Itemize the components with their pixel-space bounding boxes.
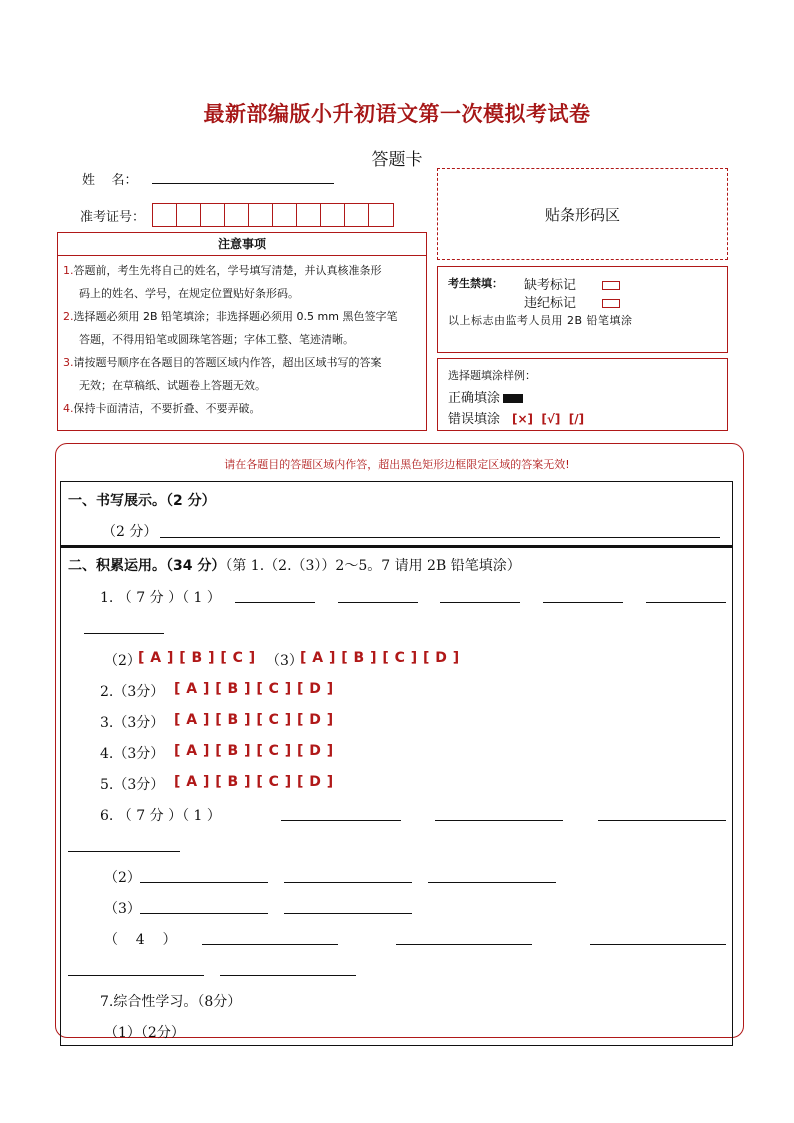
fill-sample-label: 选择题填涂样例：: [448, 369, 536, 382]
answer-line[interactable]: [543, 602, 623, 603]
section2-title: 二、积累运用。（34 分）（第 1.（2.（3））2～5。7 请用 2B 铅笔填涂）: [68, 558, 521, 574]
name-field[interactable]: [152, 183, 334, 184]
barcode-label: 贴条形码区: [544, 206, 620, 224]
id-digit-box[interactable]: [321, 204, 345, 226]
answer-line[interactable]: [338, 602, 418, 603]
wrong-fill-marks: [×] [√] [/]: [512, 412, 585, 426]
id-digit-box[interactable]: [177, 204, 201, 226]
answer-line[interactable]: [590, 944, 726, 945]
q2-label: 2.（3分）: [100, 684, 165, 700]
note-item: 4.保持卡面清洁，不要折叠、不要弄破。: [63, 402, 261, 415]
q7-label: 7.综合性学习。（8分）: [100, 994, 242, 1010]
q1-3-label: （3）: [266, 653, 303, 669]
q6-2-label: （2）: [104, 870, 141, 886]
q3-options[interactable]: [ A ] [ B ] [ C ] [ D ]: [174, 712, 334, 728]
answer-line[interactable]: [396, 944, 532, 945]
writing-line[interactable]: [160, 537, 720, 538]
id-digit-box[interactable]: [153, 204, 177, 226]
proctor-label: 考生禁填：: [448, 277, 503, 290]
notes-box: [57, 232, 427, 431]
note-item: 2.选择题必须用 2B 铅笔填涂；非选择题必须用 0.5 mm 黑色签字笔 答题，不得用铅笔或圆珠笔答题；字体工整、笔迹清晰。: [63, 310, 398, 346]
section1-title: 一、书写展示。（2 分）: [68, 493, 216, 509]
answer-line[interactable]: [220, 975, 356, 976]
q5-label: 5.（3分）: [100, 777, 165, 793]
answer-line[interactable]: [84, 633, 164, 634]
answer-line[interactable]: [68, 851, 180, 852]
correct-fill-row: 正确填涂: [448, 387, 523, 406]
q1-2-options[interactable]: [ A ] [ B ] [ C ]: [138, 650, 256, 666]
q6-3-label: （3）: [104, 901, 141, 917]
proctor-box: [437, 266, 728, 353]
q1-3-options[interactable]: [ A ] [ B ] [ C ] [ D ]: [300, 650, 460, 666]
fill-sample-box: [437, 358, 728, 431]
answer-warning: 请在各题目的答题区域内作答，超出黑色矩形边框限定区域的答案无效!: [224, 458, 570, 471]
barcode-area: [437, 168, 728, 260]
note-item: 3.请按题号顺序在各题目的答题区域内作答，超出区域书写的答案 无效；在草稿纸、试题卷上答题无效。: [63, 356, 382, 392]
q4-label: 4.（3分）: [100, 746, 165, 762]
notes-heading: 注意事项: [58, 233, 426, 256]
q6-label: 6. （ 7 分 ）（ 1 ）: [100, 808, 221, 824]
q1-label: 1. （ 7 分 ）（ 1 ）: [100, 590, 221, 606]
q7-1-label: （1）（2分）: [104, 1025, 185, 1041]
id-digit-box[interactable]: [201, 204, 225, 226]
answer-line[interactable]: [435, 820, 563, 821]
answer-line[interactable]: [646, 602, 726, 603]
answer-line[interactable]: [192, 1037, 464, 1038]
q6-4-label: （ 4 ）: [104, 932, 177, 948]
id-digit-box[interactable]: [345, 204, 369, 226]
answer-line[interactable]: [284, 882, 412, 883]
q4-options[interactable]: [ A ] [ B ] [ C ] [ D ]: [174, 743, 334, 759]
id-digit-box[interactable]: [297, 204, 321, 226]
id-digit-box[interactable]: [225, 204, 249, 226]
q1-2-label: （2）: [104, 653, 141, 669]
answer-line[interactable]: [68, 975, 204, 976]
answer-line[interactable]: [428, 882, 556, 883]
q5-options[interactable]: [ A ] [ B ] [ C ] [ D ]: [174, 774, 334, 790]
name-label: 姓 名：: [82, 173, 138, 188]
answer-line[interactable]: [440, 602, 520, 603]
answer-line[interactable]: [281, 820, 401, 821]
violation-mark-row: 违纪标记: [524, 292, 620, 311]
proctor-note: 以上标志由监考人员用 2B 铅笔填涂: [448, 314, 633, 327]
exam-id-boxes[interactable]: [152, 203, 394, 227]
id-digit-box[interactable]: [369, 204, 393, 226]
filled-sample: [503, 394, 523, 403]
answer-line[interactable]: [235, 602, 315, 603]
answer-sheet-subtitle: 答题卡: [371, 150, 423, 170]
answer-line[interactable]: [140, 882, 268, 883]
answer-line[interactable]: [140, 913, 268, 914]
answer-line[interactable]: [202, 944, 338, 945]
section1-item: （2 分）: [102, 524, 158, 540]
exam-title: 最新部编版小升初语文第一次模拟考试卷: [203, 102, 591, 126]
violation-mark-box[interactable]: [602, 299, 620, 308]
exam-id-label: 准考证号：: [80, 210, 146, 225]
id-digit-box[interactable]: [273, 204, 297, 226]
wrong-fill-row: 错误填涂 [×] [√] [/]: [448, 412, 585, 427]
answer-line[interactable]: [598, 820, 726, 821]
section2-box: [60, 548, 733, 1046]
answer-line[interactable]: [284, 913, 412, 914]
q3-label: 3.（3分）: [100, 715, 165, 731]
note-item: 1.答题前，考生先将自己的姓名，学号填写清楚，并认真核准条形 码上的姓名、学号，在规定位置贴好条形码。: [63, 264, 382, 300]
q2-options[interactable]: [ A ] [ B ] [ C ] [ D ]: [174, 681, 334, 697]
id-digit-box[interactable]: [249, 204, 273, 226]
absent-mark-row: 缺考标记: [524, 274, 620, 293]
absent-mark-box[interactable]: [602, 281, 620, 290]
